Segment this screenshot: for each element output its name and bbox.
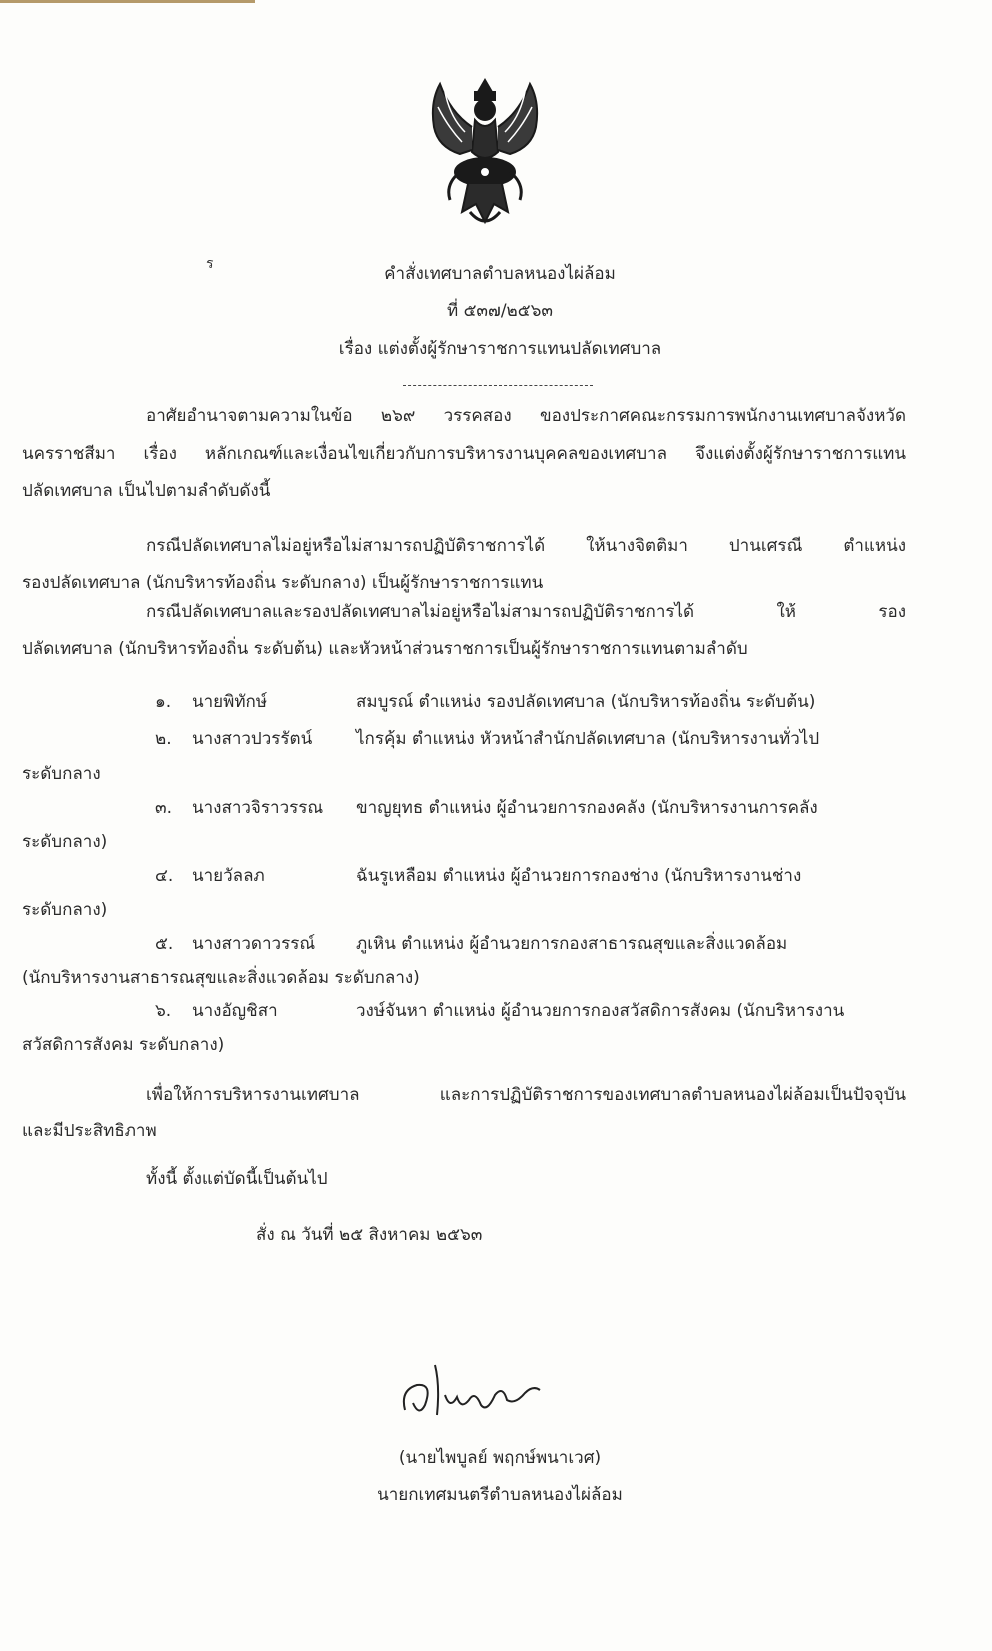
item-detail: ฉันรูเหลือม ตำแหน่ง ผู้อำนวยการกองช่าง (นักบริหารงานช่าง: [356, 866, 802, 886]
item-detail: ไกรคุ้ม ตำแหน่ง หัวหน้าสำนักปลัดเทศบาล (นักบริหารงานทั่วไป: [356, 729, 820, 749]
item-detail-cont: ระดับกลาง): [22, 832, 108, 852]
paragraph-3-line-1: กรณีปลัดเทศบาลและรองปลัดเทศบาลไม่อยู่หรือไม่สามารถปฏิบัติราชการได้ ให้ รอง: [146, 602, 906, 622]
handwritten-signature-icon: [395, 1355, 545, 1435]
paragraph-3-line-2: ปลัดเทศบาล (นักบริหารท้องถิ่น ระดับต้น) และหัวหน้าส่วนราชการเป็นผู้รักษาราชการแทนตามลำดับ: [22, 639, 748, 659]
item-detail: ขาญยุทธ ตำแหน่ง ผู้อำนวยการกองคลัง (นักบริหารงานการคลัง: [356, 798, 818, 818]
scan-edge-mark: [0, 0, 255, 3]
ink-speck: ร: [206, 256, 214, 272]
item-detail: ภูเหิน ตำแหน่ง ผู้อำนวยการกองสาธารณสุขและสิ่งแวดล้อม: [356, 934, 788, 954]
item-number: ๕.: [155, 934, 174, 954]
signatory-position: นายกเทศมนตรีตำบลหนองไผ่ล้อม: [377, 1485, 623, 1505]
paragraph-1-line-2: นครราชสีมา เรื่อง หลักเกณฑ์และเงื่อนไขเกี่ยวกับการบริหารงานบุคคลของเทศบาล จึงแต่งตั้งผู้รักษาราชการแทน: [22, 444, 906, 464]
order-number: ที่ ๕๓๗/๒๕๖๓: [446, 301, 554, 321]
effective-statement: ทั้งนี้ ตั้งแต่บัดนี้เป็นต้นไป: [146, 1169, 328, 1189]
item-name: นางสาวจิราวรรณ: [192, 798, 324, 818]
item-name: นางสาวดาวรรณ์: [192, 934, 316, 954]
item-name: นายวัลลภ: [192, 866, 265, 886]
item-name: นางสาวปวรรัตน์: [192, 729, 313, 749]
item-detail-cont: สวัสดิการสังคม ระดับกลาง): [22, 1035, 225, 1055]
item-number: ๒.: [155, 729, 172, 749]
order-date: สั่ง ณ วันที่ ๒๕ สิงหาคม ๒๕๖๓: [256, 1225, 483, 1245]
paragraph-1-line-3: ปลัดเทศบาล เป็นไปตามลำดับดังนี้: [22, 481, 271, 501]
item-detail-cont: ระดับกลาง): [22, 900, 108, 920]
item-detail: สมบูรณ์ ตำแหน่ง รองปลัดเทศบาล (นักบริหารท้องถิ่น ระดับต้น): [356, 692, 816, 712]
item-detail-cont: (นักบริหารงานสาธารณสุขและสิ่งแวดล้อม ระดับกลาง): [22, 968, 420, 988]
paragraph-2-line-1: กรณีปลัดเทศบาลไม่อยู่หรือไม่สามารถปฏิบัติราชการได้ ให้นางจิตติมา ปานเศรณี ตำแหน่ง: [146, 536, 906, 556]
item-number: ๓.: [155, 798, 173, 818]
item-name: นายพิทักษ์: [192, 692, 268, 712]
paragraph-4-line-2: และมีประสิทธิภาพ: [22, 1121, 157, 1141]
item-number: ๔.: [155, 866, 174, 886]
signatory-name: (นายไพบูลย์ พฤกษ์พนาเวศ): [398, 1448, 602, 1468]
item-number: ๖.: [155, 1001, 172, 1021]
paragraph-2-line-2: รองปลัดเทศบาล (นักบริหารท้องถิ่น ระดับกลาง) เป็นผู้รักษาราชการแทน: [22, 573, 544, 593]
order-title: คำสั่งเทศบาลตำบลหนองไผ่ล้อม: [384, 264, 616, 284]
paragraph-1-line-1: อาศัยอำนาจตามความในข้อ ๒๖๙ วรรคสอง ของประกาศคณะกรรมการพนักงานเทศบาลจังหวัด: [146, 406, 906, 426]
item-name: นางอัญชิสา: [192, 1001, 278, 1021]
header-divider: [403, 385, 593, 386]
garuda-emblem-icon: [420, 72, 550, 232]
item-number: ๑.: [155, 692, 172, 712]
order-subject: เรื่อง แต่งตั้งผู้รักษาราชการแทนปลัดเทศบาล: [338, 339, 662, 359]
item-detail: วงษ์จันหา ตำแหน่ง ผู้อำนวยการกองสวัสดิการสังคม (นักบริหารงาน: [356, 1001, 845, 1021]
item-detail-cont: ระดับกลาง: [22, 764, 101, 784]
paragraph-4-line-1: เพื่อให้การบริหารงานเทศบาล และการปฏิบัติราชการของเทศบาลตำบลหนองไผ่ล้อมเป็นปัจจุบัน: [146, 1085, 906, 1105]
